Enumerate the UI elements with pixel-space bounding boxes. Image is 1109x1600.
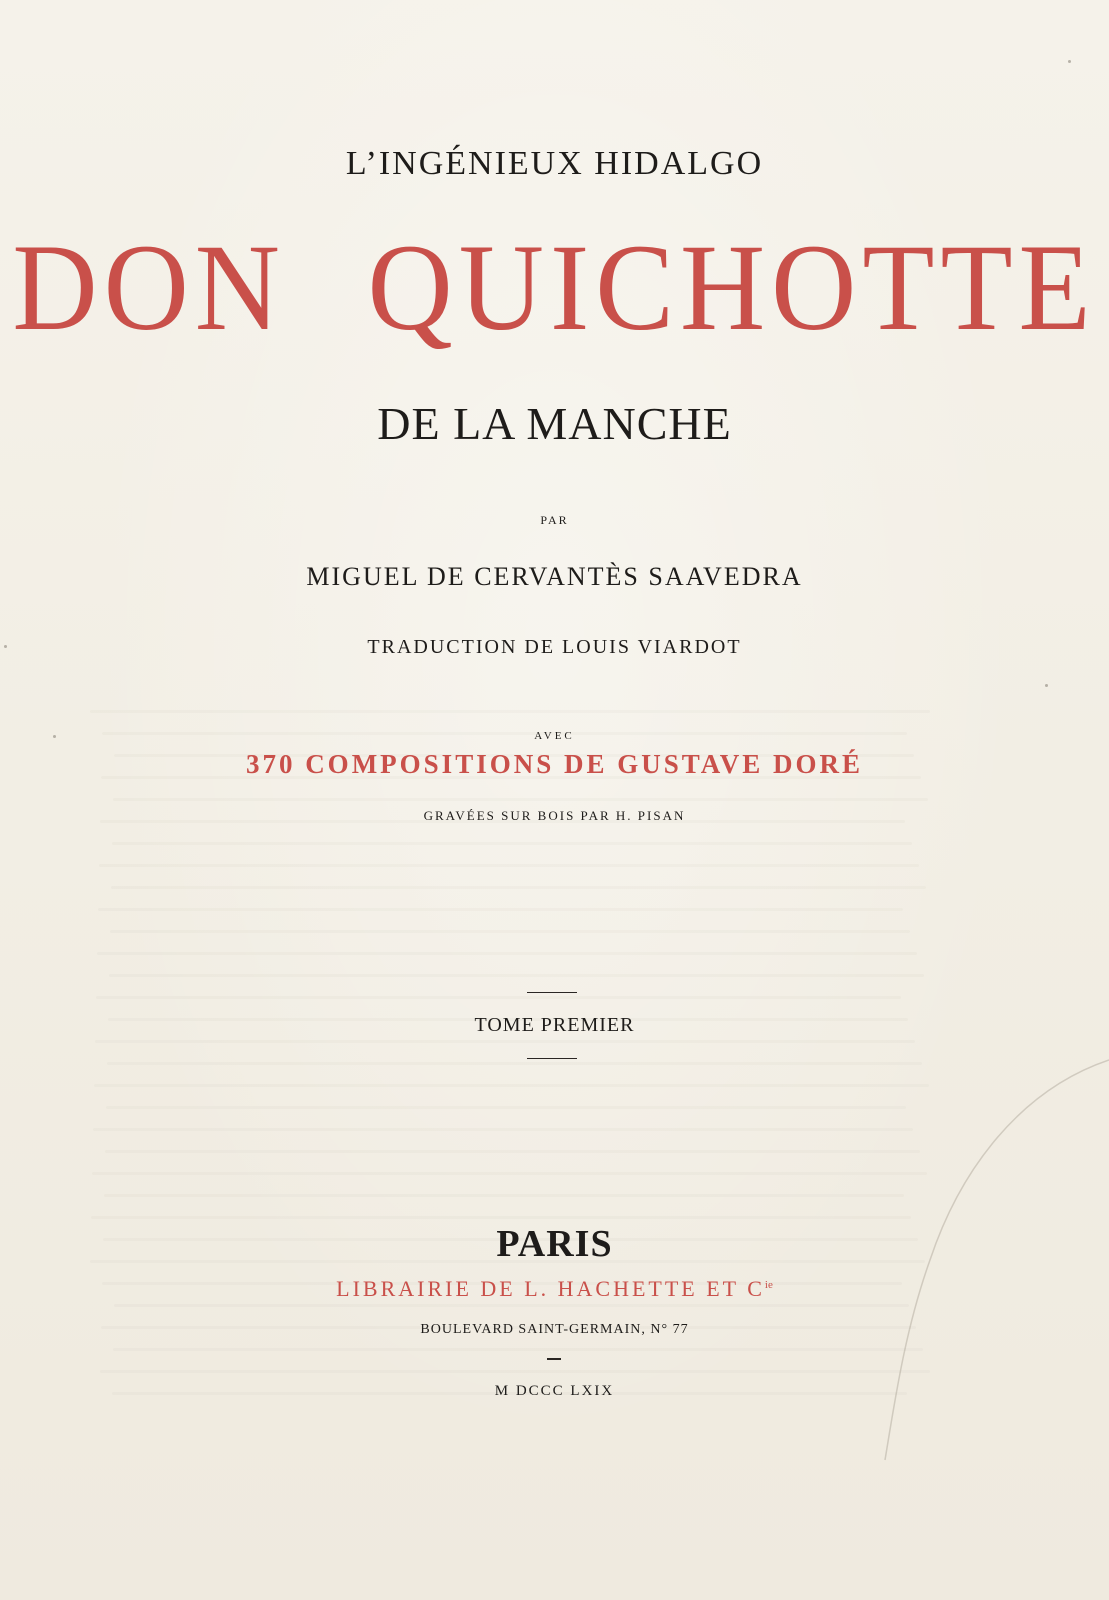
show-through-line — [100, 1370, 930, 1373]
publisher-name: LIBRAIRIE DE L. HACHETTE ET C — [336, 1276, 765, 1301]
show-through-line — [99, 864, 919, 867]
volume-label: TOME PREMIER — [474, 1014, 635, 1036]
divider-rule-bottom — [527, 1058, 577, 1059]
show-through-line — [104, 1194, 904, 1197]
publisher — [0, 1276, 1109, 1302]
translator-credit: TRADUCTION DE LOUIS VIARDOT — [367, 636, 742, 658]
paper-speck — [4, 645, 7, 648]
show-through-line — [107, 1062, 922, 1065]
illustrator-credit: 370 COMPOSITIONS DE GUSTAVE DORÉ — [245, 749, 864, 779]
publisher-superscript: ie — [764, 1279, 773, 1291]
show-through-line — [92, 1172, 927, 1175]
engraver-credit: GRAVÉES SUR BOIS PAR H. PISAN — [423, 808, 686, 823]
show-through-line — [94, 1084, 929, 1087]
show-through-line — [96, 996, 901, 999]
show-through-line — [113, 798, 928, 801]
divider-rule-top — [527, 992, 577, 993]
publication-year: M DCCC LXIX — [494, 1383, 615, 1399]
show-through-line — [106, 1106, 906, 1109]
main-title-suffix: DE LA MANCHE — [377, 398, 732, 449]
show-through-line — [90, 710, 930, 713]
show-through-line — [95, 1040, 915, 1043]
show-through-line — [93, 1128, 913, 1131]
main-title: DON QUICHOTTE — [12, 218, 1097, 357]
show-through-line — [111, 886, 926, 889]
paper-speck — [53, 735, 56, 738]
subtitle: L’INGÉNIEUX HIDALGO — [345, 145, 764, 182]
show-through-line — [112, 842, 912, 845]
author-name: MIGUEL DE CERVANTÈS SAAVEDRA — [306, 562, 803, 591]
show-through-line — [109, 974, 924, 977]
publication-city: PARIS — [496, 1223, 613, 1265]
show-through-line — [110, 930, 910, 933]
show-through-line — [98, 908, 903, 911]
with-label: AVEC — [534, 730, 575, 742]
paper-speck — [1068, 60, 1071, 63]
divider-rule-short — [547, 1358, 561, 1360]
show-through-line — [97, 952, 917, 955]
show-through-line — [113, 1348, 923, 1351]
publisher-address: BOULEVARD SAINT-GERMAIN, N° 77 — [420, 1322, 689, 1337]
show-through-line — [114, 1304, 909, 1307]
by-label: PAR — [540, 513, 569, 527]
paper-speck — [1045, 684, 1048, 687]
show-through-line — [105, 1150, 920, 1153]
show-through-line — [91, 1216, 911, 1219]
